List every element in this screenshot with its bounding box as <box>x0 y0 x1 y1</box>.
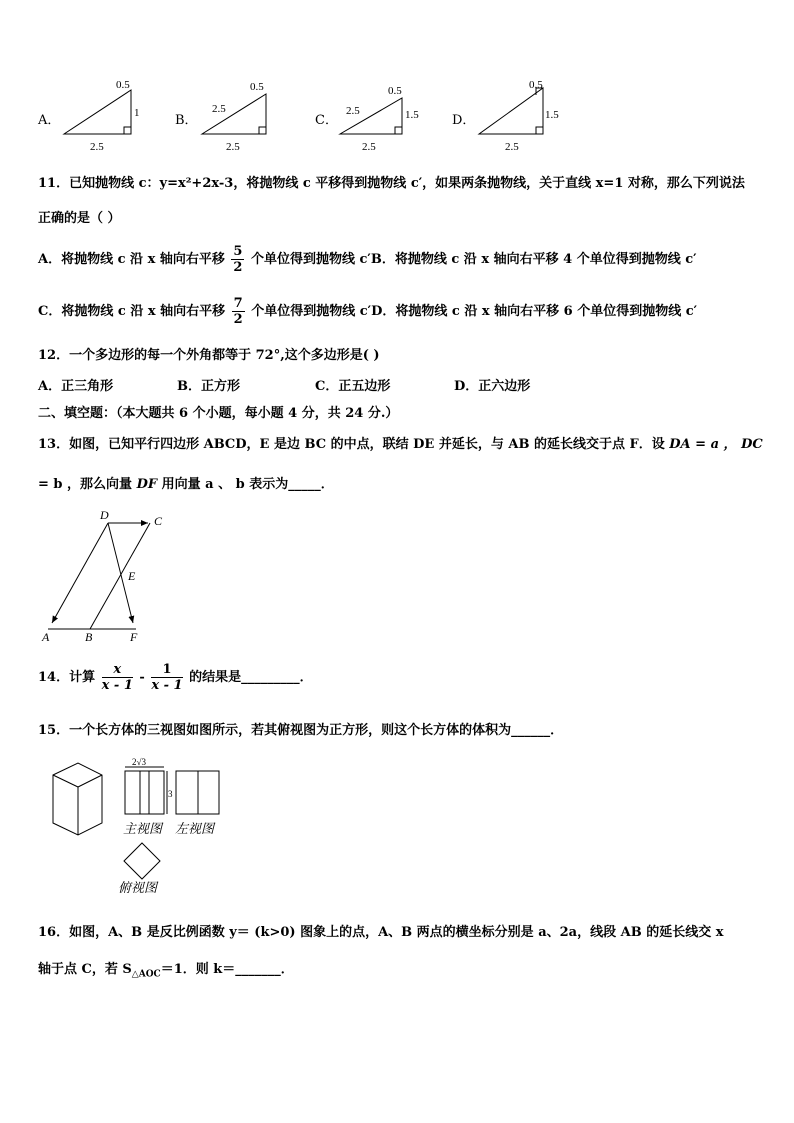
q11-cd-suffix: 个单位得到抛物线 c′D．将抛物线 c 沿 x 轴向右平移 6 个单位得到抛物线 c′ <box>251 304 698 319</box>
q16-text-2: ＝1．则 k＝_______． <box>160 962 294 977</box>
q11-c-fraction <box>232 296 245 327</box>
svg-text:B: B <box>85 630 93 644</box>
q12-stem: 12．一个多边形的每一个外角都等于 72°,这个多边形是( ) <box>38 348 380 363</box>
svg-text:E: E <box>128 569 136 583</box>
q10-option-a-figure <box>60 78 150 153</box>
q15-stem: 15．一个长方体的三视图如图所示，若其俯视图为正方形，则这个长方体的体积为______． <box>38 723 564 738</box>
q11-c-numerator: 7 <box>233 296 243 311</box>
svg-text:F: F <box>130 630 138 644</box>
q14-f2-numerator: 1 <box>151 662 182 678</box>
q13-eq-a: = a ， <box>695 437 737 452</box>
q11-a-denominator: 2 <box>233 260 243 275</box>
q10-option-c-figure <box>336 78 426 153</box>
svg-text:3: 3 <box>168 789 173 799</box>
q14-suffix: 的结果是_________． <box>189 670 313 685</box>
q15-cuboid <box>53 763 102 835</box>
section-2-heading: 二、填空题：（本大题共 6 个小题，每小题 4 分，共 24 分.） <box>38 406 399 421</box>
q11-ab-suffix: 个单位得到抛物线 c′B．将抛物线 c 沿 x 轴向右平移 4 个单位得到抛物线 c′ <box>250 252 697 267</box>
q12-option-d: D．正六边形 <box>454 379 531 394</box>
q10-option-d-figure <box>475 78 570 153</box>
q14-f1-numerator: x <box>102 662 133 678</box>
q11-option-ab <box>38 244 697 275</box>
svg-text:1.5: 1.5 <box>545 109 559 121</box>
q10-option-a-letter: A． <box>38 113 61 128</box>
q10-option-b-letter: B． <box>175 113 198 128</box>
q11-a-fraction <box>231 244 244 275</box>
svg-text:2.5: 2.5 <box>226 141 240 153</box>
q16-subscript: △AOC <box>131 969 161 980</box>
q11-c-prefix: C．将抛物线 c 沿 x 轴向右平移 <box>38 304 226 319</box>
svg-text:0.5: 0.5 <box>116 79 130 91</box>
q10-option-b-figure <box>198 78 278 153</box>
q12-option-b: B．正方形 <box>177 379 240 394</box>
q13-text-2: = b ，那么向量 <box>38 477 133 492</box>
svg-text:俯视图: 俯视图 <box>118 880 158 895</box>
q10-option-d-letter: D． <box>452 113 476 128</box>
svg-text:C: C <box>154 514 163 528</box>
q16-stem-line2 <box>38 958 294 980</box>
q12-option-c: C．正五边形 <box>315 379 391 394</box>
q15-front-view <box>125 767 167 814</box>
q15-three-views-figure <box>48 755 228 895</box>
svg-text:0.5: 0.5 <box>250 81 264 93</box>
q10-option-c-letter: C． <box>315 113 338 128</box>
q14-f2-denominator: x - 1 <box>151 678 183 693</box>
q16-text-1: 轴于点 C，若 S <box>38 962 132 977</box>
svg-text:左视图: 左视图 <box>175 821 215 836</box>
svg-text:2.5: 2.5 <box>212 103 226 115</box>
svg-text:0.5: 0.5 <box>388 85 402 97</box>
q13-parallelogram-figure <box>38 505 173 645</box>
svg-text:2.5: 2.5 <box>346 105 360 117</box>
svg-text:D: D <box>100 508 109 522</box>
q13-stem-line1 <box>38 433 763 452</box>
q11-c-denominator: 2 <box>233 312 243 327</box>
q11-a-numerator: 5 <box>233 244 243 259</box>
svg-text:2√3: 2√3 <box>132 757 146 767</box>
q14-fraction-1 <box>102 662 133 693</box>
svg-text:A: A <box>42 630 50 644</box>
q14-stem <box>38 662 313 693</box>
svg-text:2.5: 2.5 <box>90 141 104 153</box>
q14-minus: - <box>139 670 145 685</box>
q13-text-3: 用向量 a 、 b 表示为_____． <box>161 477 334 492</box>
svg-text:2.5: 2.5 <box>505 141 519 153</box>
q14-prefix: 14．计算 <box>38 670 96 685</box>
svg-text:1: 1 <box>134 107 140 119</box>
q15-left-view <box>176 771 219 814</box>
q15-top-view <box>124 843 160 879</box>
q14-f1-denominator: x - 1 <box>101 678 133 693</box>
svg-text:0.5: 0.5 <box>529 79 543 91</box>
q14-fraction-2 <box>151 662 182 693</box>
q13-stem-line2 <box>38 473 334 492</box>
q11-stem-line2: 正确的是（ ） <box>38 211 121 226</box>
q11-option-cd <box>38 296 697 327</box>
q11-stem-line1: 11．已知抛物线 c：y=x²+2x-3，将抛物线 c 平移得到抛物线 c′，如果两条抛物线，关于直线 x=1 对称，那么下列说法 <box>38 176 745 191</box>
q12-option-a: A．正三角形 <box>38 379 114 394</box>
q13-vector-dc: DC <box>741 437 763 452</box>
q13-vector-da: DA <box>669 437 691 452</box>
q16-stem-line1: 16．如图，A、B 是反比例函数 y＝ (k>0) 图象上的点，A、B 两点的横坐标分别是 a、2a，线段 AB 的延长线交 x <box>38 925 724 940</box>
svg-text:主视图: 主视图 <box>123 821 163 836</box>
svg-text:2.5: 2.5 <box>362 141 376 153</box>
svg-text:1.5: 1.5 <box>405 109 419 121</box>
q11-a-prefix: A．将抛物线 c 沿 x 轴向右平移 <box>38 252 225 267</box>
q13-text-1: 13．如图，已知平行四边形 ABCD，E 是边 BC 的中点，联结 DE 并延长，与 AB 的延长线交于点 F．设 <box>38 437 665 452</box>
q13-vector-df: DF <box>136 477 158 492</box>
